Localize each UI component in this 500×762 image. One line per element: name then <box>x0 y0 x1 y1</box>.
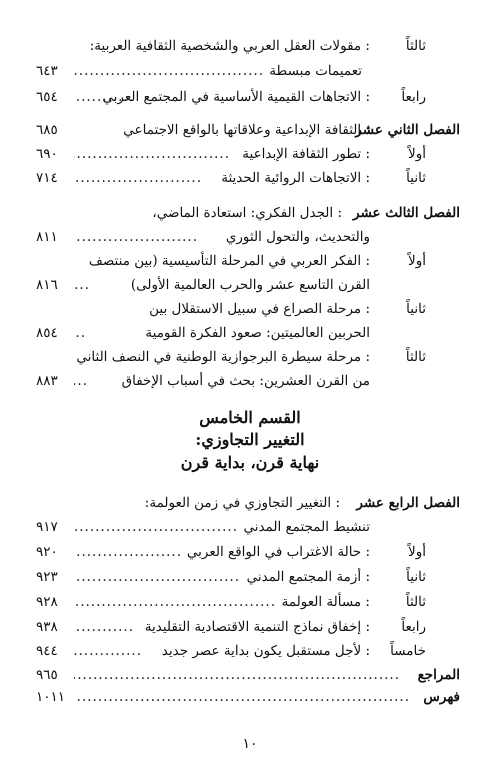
toc-entry <box>36 640 460 662</box>
toc-title: : مرحلة الصراع في سبيل الاستقلال بين <box>149 301 370 317</box>
toc-label: ثانياً <box>406 301 426 317</box>
leader-dots <box>74 274 90 296</box>
toc-page: ٩٤٤ <box>36 643 58 659</box>
part-subtitle-line2: نهاية قرن، بداية قرن <box>180 453 320 472</box>
toc-page: ٨١١ <box>36 229 58 245</box>
toc-title: : الاتجاهات الروائية الحديثة <box>221 170 370 186</box>
leader-dots <box>74 516 238 538</box>
toc-label: خامساً <box>390 643 426 659</box>
references-label: المراجع <box>417 667 460 683</box>
toc-title: : مسألة العولمة <box>281 594 370 610</box>
leader-dots <box>78 686 410 708</box>
toc-entry <box>36 346 460 368</box>
toc-page: ٨١٦ <box>36 277 58 293</box>
toc-entry <box>36 86 460 108</box>
toc-entry <box>36 119 460 141</box>
toc-label: رابعاً <box>401 619 426 635</box>
leader-dots <box>74 616 134 638</box>
toc-entry <box>36 566 460 588</box>
toc-label: ثالثاً <box>405 594 426 610</box>
toc-title: من القرن العشرين: بحث في أسباب الإخفاق <box>121 373 370 389</box>
toc-title: : تطور الثقافة الإبداعية <box>242 146 370 162</box>
leader-dots <box>74 226 198 248</box>
leader-dots <box>74 370 88 392</box>
toc-entry <box>36 322 460 344</box>
toc-page: ٦٤٣ <box>36 63 58 79</box>
toc-page: ١٠١١ <box>36 689 66 705</box>
toc-title: الحربين العالميتين: صعود الفكرة القومية <box>145 325 370 341</box>
leader-dots <box>74 591 276 613</box>
toc-page: ٩٦٥ <box>36 667 58 683</box>
toc-entry <box>36 541 460 563</box>
toc-entry <box>36 686 460 708</box>
toc-page: ٩٢٣ <box>36 569 58 585</box>
toc-label: أولاً <box>408 146 426 162</box>
toc-page: ٦٩٠ <box>36 146 58 162</box>
chapter-label: الفصل الثالث عشر <box>353 205 460 221</box>
toc-title: : لأجل مستقبل يكون بداية عصر جديد <box>161 643 370 659</box>
toc-entry <box>36 60 460 82</box>
toc-page: ٩٢٨ <box>36 594 58 610</box>
toc-page: ٨٨٣ <box>36 373 58 389</box>
leader-dots <box>74 322 86 344</box>
toc-page: ٩٢٠ <box>36 544 58 560</box>
toc-title: : مرحلة سيطرة البرجوازية الوطنية في النصف الثاني <box>76 349 370 365</box>
chapter-label: الفصل الثاني عشر <box>355 122 460 138</box>
leader-dots <box>74 640 142 662</box>
toc-label: ثانياً <box>406 170 426 186</box>
chapter-label: الفصل الرابع عشر <box>356 495 460 511</box>
toc-title: : الفكر العربي في المرحلة التأسيسية (بين منتصف <box>88 253 370 269</box>
leader-dots <box>74 86 134 108</box>
leader-dots <box>74 167 202 189</box>
toc-page: ٨٥٤ <box>36 325 58 341</box>
toc-title: تعميمات مبسطة <box>269 63 362 79</box>
part-title: القسم الخامس <box>199 408 301 427</box>
toc-label: ثالثاً <box>405 38 426 54</box>
leader-dots <box>74 566 240 588</box>
toc-entry <box>36 226 460 248</box>
toc-page: ٧١٤ <box>36 170 58 186</box>
toc-entry <box>36 143 460 165</box>
leader-dots <box>74 541 182 563</box>
page-number: ١٠ <box>242 736 258 752</box>
toc-page: ٦٨٥ <box>36 122 58 138</box>
toc-title: : مقولات العقل العربي والشخصية الثقافية العربية: <box>89 38 370 54</box>
toc-label: رابعاً <box>401 89 426 105</box>
leader-dots <box>74 60 264 82</box>
toc-title: : إخفاق نماذج التنمية الاقتصادية التقليدية <box>144 619 370 635</box>
toc-entry <box>36 298 460 320</box>
toc-entry <box>36 516 460 538</box>
toc-entry <box>36 370 460 392</box>
toc-entry <box>36 274 460 296</box>
toc-label: أولاً <box>408 253 426 269</box>
toc-entry <box>36 167 460 189</box>
leader-dots <box>74 664 400 686</box>
toc-entry <box>36 35 460 57</box>
toc-entry <box>36 664 460 686</box>
toc-label: أولاً <box>408 544 426 560</box>
toc-title: : الثقافة الإبداعية وعلاقاتها بالواقع الاجتماعي <box>123 122 370 138</box>
toc-title: والتحديث، والتحول الثوري <box>225 229 370 245</box>
toc-label: ثالثاً <box>405 349 426 365</box>
toc-page: ٩١٧ <box>36 519 58 535</box>
toc-entry <box>36 616 460 638</box>
toc-title: : الاتجاهات القيمية الأساسية في المجتمع العربي <box>102 89 370 105</box>
toc-title: : الجدل الفكري: استعادة الماضي، <box>152 205 342 221</box>
toc-entry <box>36 492 460 514</box>
toc-label: ثانياً <box>406 569 426 585</box>
toc-entry <box>36 250 460 272</box>
leader-dots <box>74 143 230 165</box>
toc-title: تنشيط المجتمع المدني <box>243 519 370 535</box>
part-subtitle: التغيير التجاوزي: <box>195 430 305 449</box>
toc-title: القرن التاسع عشر والحرب العالمية الأولى) <box>130 277 370 293</box>
toc-title: : حالة الاغتراب في الواقع العربي <box>186 544 370 560</box>
toc-page: ٩٣٨ <box>36 619 58 635</box>
toc-title: : أزمة المجتمع المدني <box>246 569 370 585</box>
toc-entry <box>36 202 460 224</box>
toc-title: : التغيير التجاوزي في زمن العولمة: <box>144 495 340 511</box>
toc-page: ٦٥٤ <box>36 89 58 105</box>
index-label: فهرس <box>423 689 460 705</box>
toc-entry <box>36 591 460 613</box>
